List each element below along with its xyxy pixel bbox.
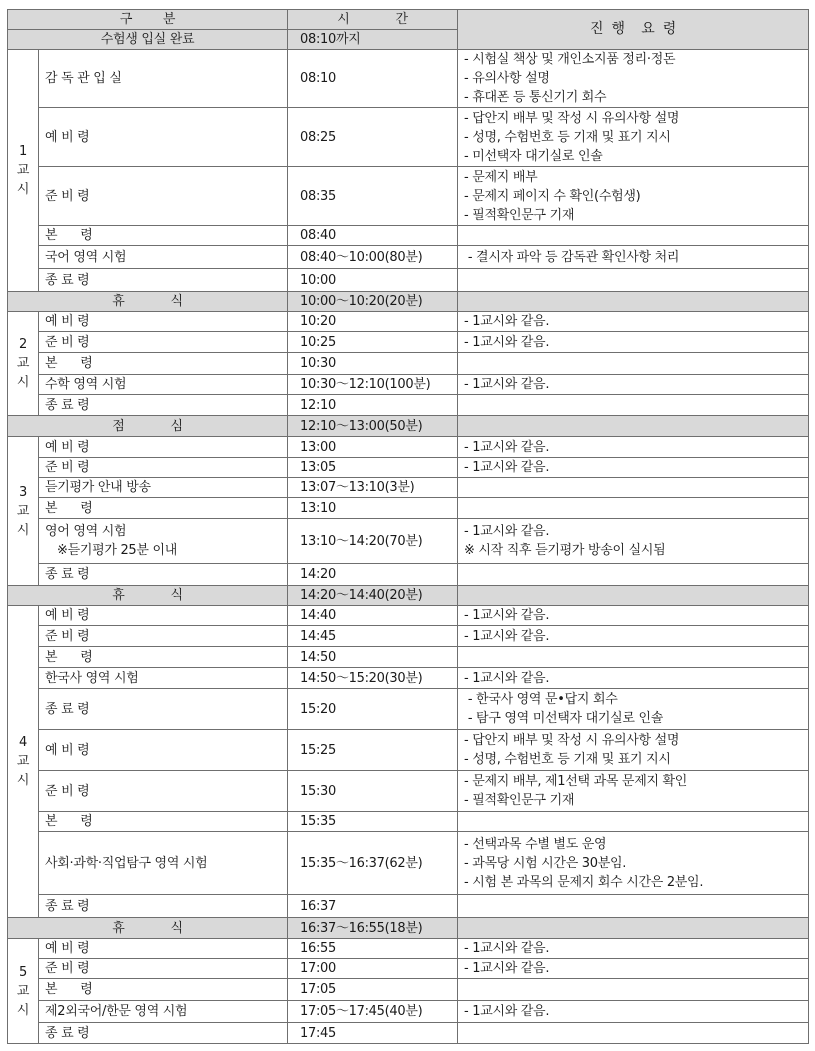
schedule-row — [8, 395, 809, 416]
procedure-line: - 1교시와 같음. — [464, 670, 550, 686]
schedule-row — [8, 564, 809, 586]
schedule-item — [39, 606, 288, 626]
schedule-item-label: 종 료 령 — [45, 898, 90, 914]
schedule-time: 14:20 — [288, 564, 458, 586]
schedule-item-label: 종 료 령 — [45, 1025, 90, 1041]
procedure-line: - 문제지 배부 — [464, 169, 538, 185]
schedule-item — [39, 519, 288, 564]
procedure-line: - 1교시와 같음. — [464, 377, 550, 392]
schedule-time: 14:45 — [288, 626, 458, 647]
schedule-procedure — [458, 478, 809, 498]
period-label — [8, 50, 39, 292]
schedule-procedure — [458, 353, 809, 375]
procedure-line: - 문제지 페이지 수 확인(수험생) — [464, 188, 641, 204]
schedule-item-label: 예 비 령 — [45, 129, 90, 145]
schedule-row — [8, 353, 809, 375]
procedure-line: - 1교시와 같음. — [464, 628, 550, 644]
schedule-procedure — [458, 606, 809, 626]
schedule-item-label: 종 료 령 — [45, 272, 90, 288]
schedule-item-label: 감 독 관 입 실 — [45, 71, 122, 86]
period-label-char: 시 — [16, 522, 30, 538]
period-label-char: 2 — [19, 337, 27, 352]
schedule-row — [8, 269, 809, 292]
schedule-item-label: 본 령 — [45, 356, 93, 371]
schedule-procedure — [458, 167, 809, 226]
procedure-line: - 1교시와 같음. — [464, 941, 550, 956]
procedure-line: - 미선택자 대기실로 인솔 — [464, 148, 603, 164]
schedule-row — [8, 939, 809, 959]
schedule-item — [39, 395, 288, 416]
schedule-item-label: 본 령 — [45, 982, 93, 997]
period-label-char: 4 — [19, 735, 27, 750]
schedule-procedure — [458, 437, 809, 458]
procedure-line: - 1교시와 같음. — [464, 524, 550, 539]
period-label-char: 시 — [16, 182, 30, 197]
schedule-procedure — [458, 689, 809, 730]
procedure-line: - 1교시와 같음. — [464, 608, 550, 623]
schedule-item — [39, 626, 288, 647]
schedule-item-label: 준 비 령 — [45, 628, 90, 644]
schedule-procedure — [458, 730, 809, 771]
schedule-item-label: 예 비 령 — [45, 314, 90, 329]
schedule-row — [8, 458, 809, 478]
schedule-procedure — [458, 1001, 809, 1023]
schedule-time: 15:25 — [288, 730, 458, 771]
schedule-procedure — [458, 959, 809, 979]
period-label-char: 교 — [16, 356, 30, 371]
schedule-item-label: 예 비 령 — [45, 439, 90, 455]
schedule-procedure — [458, 626, 809, 647]
procedure-line: - 탐구 영역 미선택자 대기실로 인솔 — [464, 711, 663, 726]
period-label — [8, 606, 39, 918]
schedule-item — [39, 832, 288, 895]
break-time: 12:10～13:00(50분) — [288, 416, 458, 437]
schedule-procedure — [458, 832, 809, 895]
schedule-item-label: 사회·과학·직업탐구 영역 시험 — [45, 855, 208, 871]
schedule-item — [39, 689, 288, 730]
procedure-line: - 답안지 배부 및 작성 시 유의사항 설명 — [464, 110, 680, 126]
procedure-line: - 유의사항 설명 — [464, 71, 550, 86]
schedule-item-label: 수학 영역 시험 — [45, 377, 127, 392]
schedule-time: 14:50～15:20(30분) — [288, 668, 458, 689]
schedule-item-label: 준 비 령 — [45, 961, 90, 976]
period-label-char: 시 — [16, 1002, 30, 1018]
break-note — [458, 292, 809, 312]
period-label-char: 교 — [16, 503, 30, 519]
schedule-time: 08:40～10:00(80분) — [288, 246, 458, 269]
schedule-item-label: 준 비 령 — [45, 188, 90, 204]
schedule-procedure — [458, 668, 809, 689]
schedule-item — [39, 959, 288, 979]
schedule-procedure — [458, 1023, 809, 1044]
schedule-item — [39, 50, 288, 108]
schedule-time: 15:30 — [288, 771, 458, 812]
header-procedure: 진 행 요 령 — [458, 10, 809, 50]
schedule-item-label: 종 료 령 — [45, 701, 90, 717]
arrival-time: 08:10까지 — [288, 30, 458, 50]
schedule-row — [8, 246, 809, 269]
schedule-time: 10:00 — [288, 269, 458, 292]
schedule-item-label: 영어 영역 시험 — [45, 524, 127, 539]
procedure-line: - 과목당 시험 시간은 30분임. — [464, 855, 627, 871]
schedule-item-label: 준 비 령 — [45, 334, 90, 350]
schedule-row — [8, 1023, 809, 1044]
procedure-line: - 결시자 파악 등 감독관 확인사항 처리 — [464, 249, 680, 265]
schedule-procedure — [458, 564, 809, 586]
break-note — [458, 586, 809, 606]
period-label-char: 3 — [19, 484, 27, 500]
arrival-label: 수험생 입실 완료 — [8, 30, 288, 50]
schedule-item-label: 본 령 — [45, 500, 93, 516]
procedure-line: - 휴대폰 등 통신기기 회수 — [464, 90, 607, 105]
schedule-row — [8, 1001, 809, 1023]
schedule-procedure — [458, 812, 809, 832]
schedule-time: 16:37 — [288, 895, 458, 918]
schedule-row — [8, 332, 809, 353]
schedule-item — [39, 979, 288, 1001]
schedule-row — [8, 606, 809, 626]
period-label — [8, 939, 39, 1044]
schedule-procedure — [458, 647, 809, 668]
break-label: 점 심 — [8, 416, 288, 437]
procedure-line: ※ 시작 직후 듣기평가 방송이 실시됨 — [464, 543, 666, 558]
schedule-time: 17:05 — [288, 979, 458, 1001]
break-label: 휴 식 — [8, 586, 288, 606]
period-label-char: 시 — [16, 773, 30, 788]
procedure-line: - 필적확인문구 기재 — [464, 207, 575, 223]
schedule-procedure — [458, 458, 809, 478]
procedure-line: - 1교시와 같음. — [464, 334, 550, 350]
schedule-row — [8, 312, 809, 332]
schedule-time: 14:40 — [288, 606, 458, 626]
schedule-time: 13:10～14:20(70분) — [288, 519, 458, 564]
break-time: 10:00～10:20(20분) — [288, 292, 458, 312]
schedule-item — [39, 668, 288, 689]
schedule-time: 17:00 — [288, 959, 458, 979]
schedule-row — [8, 895, 809, 918]
schedule-row — [8, 959, 809, 979]
schedule-item — [39, 375, 288, 395]
procedure-line: - 1교시와 같음. — [464, 439, 550, 455]
schedule-item — [39, 812, 288, 832]
schedule-row — [8, 519, 809, 564]
schedule-time: 08:25 — [288, 108, 458, 167]
schedule-item — [39, 458, 288, 478]
schedule-time: 13:00 — [288, 437, 458, 458]
schedule-row — [8, 730, 809, 771]
schedule-item — [39, 332, 288, 353]
procedure-line: - 1교시와 같음. — [464, 460, 550, 475]
schedule-row — [8, 812, 809, 832]
schedule-item — [39, 269, 288, 292]
procedure-line: - 답안지 배부 및 작성 시 유의사항 설명 — [464, 733, 680, 748]
schedule-procedure — [458, 395, 809, 416]
schedule-item-label: 본 령 — [45, 649, 93, 665]
schedule-item-label: 본 령 — [45, 228, 93, 243]
schedule-procedure — [458, 269, 809, 292]
schedule-item — [39, 895, 288, 918]
schedule-row — [8, 50, 809, 108]
schedule-procedure — [458, 979, 809, 1001]
break-time: 14:20～14:40(20분) — [288, 586, 458, 606]
period-label-char: 교 — [16, 754, 30, 769]
schedule-time: 13:10 — [288, 498, 458, 519]
schedule-item-note: ※듣기평가 25분 이내 — [57, 543, 178, 558]
schedule-item — [39, 1001, 288, 1023]
header-category: 구 분 — [8, 10, 288, 30]
schedule-procedure — [458, 226, 809, 246]
procedure-line: - 성명, 수험번호 등 기재 및 표기 지시 — [464, 752, 671, 767]
schedule-row — [8, 626, 809, 647]
schedule-item-label: 종 료 령 — [45, 567, 90, 582]
period-label — [8, 312, 39, 416]
schedule-time: 08:40 — [288, 226, 458, 246]
schedule-row — [8, 689, 809, 730]
period-label-char: 1 — [19, 144, 27, 159]
schedule-item — [39, 939, 288, 959]
schedule-procedure — [458, 498, 809, 519]
schedule-time: 08:10 — [288, 50, 458, 108]
schedule-procedure — [458, 246, 809, 269]
schedule-time: 10:25 — [288, 332, 458, 353]
procedure-line: - 한국사 영역 문•답지 회수 — [464, 692, 618, 707]
schedule-row — [8, 375, 809, 395]
schedule-item-label: 한국사 영역 시험 — [45, 670, 139, 686]
procedure-line: - 성명, 수험번호 등 기재 및 표기 지시 — [464, 129, 671, 145]
schedule-row — [8, 771, 809, 812]
schedule-item-label: 국어 영역 시험 — [45, 249, 127, 265]
schedule-item — [39, 478, 288, 498]
schedule-row — [8, 478, 809, 498]
schedule-item — [39, 1023, 288, 1044]
period-label-char: 5 — [19, 964, 27, 980]
schedule-time: 16:55 — [288, 939, 458, 959]
schedule-procedure — [458, 375, 809, 395]
schedule-row — [8, 226, 809, 246]
schedule-row — [8, 498, 809, 519]
break-row — [8, 416, 809, 437]
schedule-item-label: 종 료 령 — [45, 397, 90, 413]
procedure-line: - 문제지 배부, 제1선택 과목 문제지 확인 — [464, 774, 688, 789]
schedule-item-label: 준 비 령 — [45, 460, 90, 475]
schedule-item — [39, 312, 288, 332]
schedule-time: 10:30～12:10(100분) — [288, 375, 458, 395]
schedule-item-label: 제2외국어/한문 영역 시험 — [45, 1004, 188, 1019]
break-note — [458, 918, 809, 939]
schedule-item — [39, 353, 288, 375]
procedure-line: - 시험 본 과목의 문제지 회수 시간은 2분임. — [464, 874, 704, 890]
schedule-time: 10:30 — [288, 353, 458, 375]
period-label-char: 시 — [16, 375, 30, 390]
schedule-row — [8, 979, 809, 1001]
break-note — [458, 416, 809, 437]
break-time: 16:37～16:55(18분) — [288, 918, 458, 939]
schedule-procedure — [458, 50, 809, 108]
schedule-time: 15:35～16:37(62분) — [288, 832, 458, 895]
schedule-procedure — [458, 771, 809, 812]
schedule-time: 12:10 — [288, 395, 458, 416]
schedule-procedure — [458, 895, 809, 918]
schedule-item-label: 듣기평가 안내 방송 — [45, 480, 151, 495]
schedule-procedure — [458, 312, 809, 332]
schedule-item — [39, 167, 288, 226]
period-label-char: 교 — [16, 163, 30, 178]
procedure-line: - 필적확인문구 기재 — [464, 793, 575, 808]
procedure-line: - 선택과목 수별 별도 운영 — [464, 836, 607, 852]
procedure-line: - 1교시와 같음. — [464, 314, 550, 329]
schedule-time: 15:20 — [288, 689, 458, 730]
schedule-time: 13:05 — [288, 458, 458, 478]
schedule-item — [39, 226, 288, 246]
schedule-item — [39, 771, 288, 812]
schedule-item-label: 예 비 령 — [45, 941, 90, 956]
schedule-time: 10:20 — [288, 312, 458, 332]
schedule-item — [39, 564, 288, 586]
schedule-item — [39, 437, 288, 458]
schedule-row — [8, 108, 809, 167]
period-label-char: 교 — [16, 983, 30, 999]
schedule-time: 14:50 — [288, 647, 458, 668]
schedule-row — [8, 832, 809, 895]
schedule-procedure — [458, 519, 809, 564]
schedule-item — [39, 730, 288, 771]
schedule-time: 08:35 — [288, 167, 458, 226]
schedule-item-label: 예 비 령 — [45, 742, 90, 758]
break-label: 휴 식 — [8, 292, 288, 312]
schedule-time: 17:45 — [288, 1023, 458, 1044]
schedule-time: 15:35 — [288, 812, 458, 832]
schedule-time: 13:07～13:10(3분) — [288, 478, 458, 498]
schedule-row — [8, 668, 809, 689]
schedule-item-label: 본 령 — [45, 814, 93, 829]
break-label: 휴 식 — [8, 918, 288, 939]
exam-schedule-table — [7, 9, 809, 1044]
schedule-row — [8, 647, 809, 668]
schedule-item — [39, 108, 288, 167]
break-row — [8, 586, 809, 606]
schedule-procedure — [458, 108, 809, 167]
schedule-item — [39, 498, 288, 519]
schedule-item-label: 예 비 령 — [45, 608, 90, 623]
schedule-item — [39, 246, 288, 269]
procedure-line: - 시험실 책상 및 개인소지품 정리·정돈 — [464, 52, 676, 67]
schedule-time: 17:05～17:45(40분) — [288, 1001, 458, 1023]
schedule-procedure — [458, 332, 809, 353]
procedure-line: - 1교시와 같음. — [464, 1004, 550, 1019]
schedule-row — [8, 437, 809, 458]
schedule-item-label: 준 비 령 — [45, 783, 90, 799]
header-row — [8, 10, 809, 30]
procedure-line: - 1교시와 같음. — [464, 961, 550, 976]
schedule-row — [8, 167, 809, 226]
schedule-item — [39, 647, 288, 668]
schedule-procedure — [458, 939, 809, 959]
period-label — [8, 437, 39, 586]
break-row — [8, 918, 809, 939]
header-time: 시 간 — [288, 10, 458, 30]
break-row — [8, 292, 809, 312]
